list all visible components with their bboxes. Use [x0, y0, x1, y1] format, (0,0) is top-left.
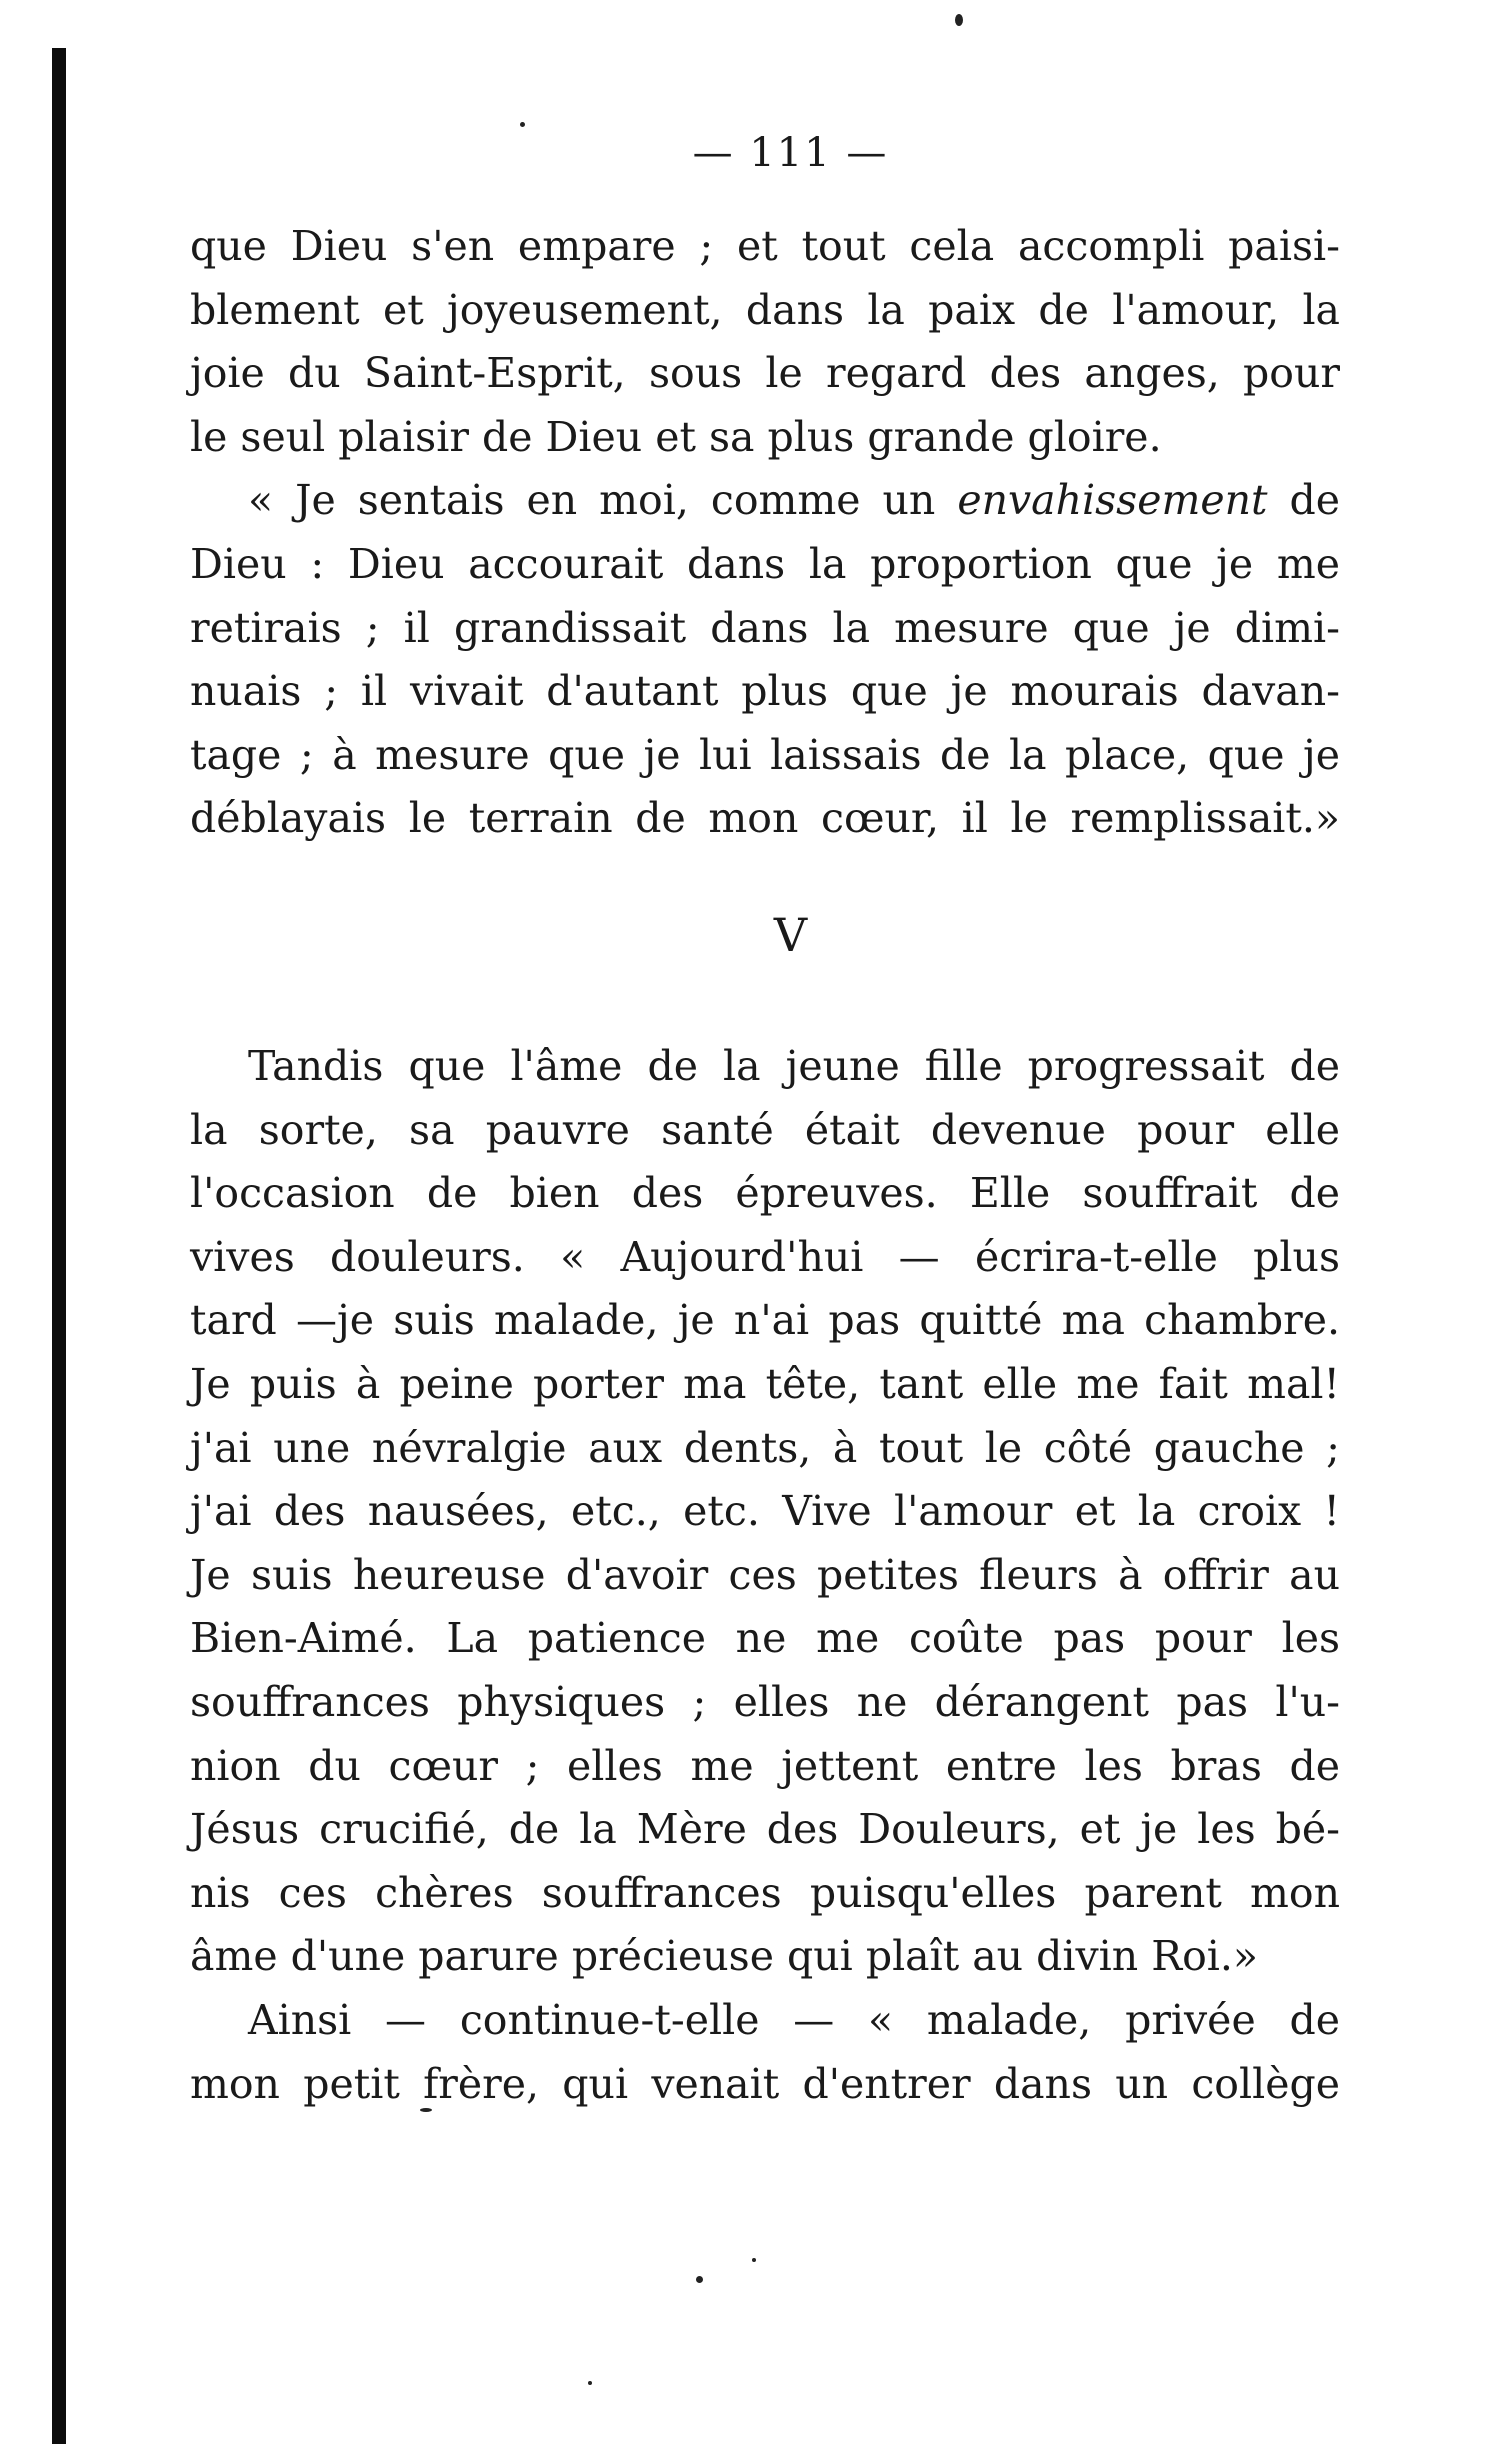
text-line: la sorte, sa pauvre santé était devenue pour elle [190, 1105, 1340, 1154]
text-line: joie du Saint-Esprit, sous le regard des anges, pour [190, 349, 1340, 398]
ink-speck [520, 122, 525, 127]
text-line: l'occasion de bien des épreuves. Elle souffrait de [190, 1169, 1340, 1218]
text-line: j'ai une névralgie aux dents, à tout le côté gauche ; [190, 1423, 1340, 1472]
text-line: souffrances physiques ; elles ne dérangent pas l'u- [190, 1677, 1340, 1726]
quote-after: de [1267, 476, 1340, 525]
text-line: nis ces chères souffrances puisqu'elles parent mon [190, 1868, 1340, 1917]
text-line: blement et joyeusement, dans la paix de l'amour, la [190, 285, 1340, 334]
text-line: vives douleurs. « Aujourd'hui — écrira-t-elle plus [190, 1232, 1340, 1281]
text-line: Tandis que l'âme de la jeune fille progressait de [248, 1042, 1340, 1090]
text-line: Dieu : Dieu accourait dans la proportion que je me [190, 539, 1340, 588]
text-line: tard —je suis malade, je n'ai pas quitté ma chambre. [190, 1296, 1340, 1345]
text-line: le seul plaisir de Dieu et sa plus grande gloire. [190, 412, 1162, 461]
page-binding-edge [52, 48, 66, 2444]
ink-speck [955, 14, 963, 26]
section-heading: V [773, 908, 808, 962]
text-line: âme d'une parure précieuse qui plaît au divin Roi.» [190, 1932, 1258, 1981]
text-line: Ainsi — continue-t-elle — « malade, privée de [248, 1995, 1340, 2044]
text-line: nion du cœur ; elles me jettent entre les bras de [190, 1741, 1340, 1790]
text-line: j'ai des nausées, etc., etc. Vive l'amour et la croix ! [190, 1487, 1340, 1536]
text-line: déblayais le terrain de mon cœur, il le remplissait.» [190, 794, 1340, 843]
text-line: tage ; à mesure que je lui laissais de la place, que je [190, 730, 1340, 779]
page-number: — 111 — [692, 130, 889, 176]
text-line: mon petit frère, qui venait d'entrer dans un collège [190, 2059, 1340, 2108]
ink-speck [588, 2381, 592, 2385]
text-line: retirais ; il grandissait dans la mesure que je dimi- [190, 603, 1340, 652]
paragraph-continuation [190, 215, 1340, 851]
ink-speck [752, 2258, 756, 2262]
text-line: Je suis heureuse d'avoir ces petites fleurs à offrir au [190, 1550, 1340, 1599]
text-line [190, 469, 1340, 533]
text-line: Jésus crucifié, de la Mère des Douleurs, et je les bé- [190, 1805, 1340, 1854]
italic-emphasis: envahissement [957, 476, 1268, 525]
text-line: Bien-Aimé. La patience ne me coûte pas pour les [190, 1614, 1340, 1663]
text-line: nuais ; il vivait d'autant plus que je mourais davan- [190, 667, 1340, 716]
text-line: que Dieu s'en empare ; et tout cela accompli paisi- [190, 222, 1340, 270]
text-line: Je puis à peine porter ma tête, tant elle me fait mal! [190, 1359, 1340, 1408]
ink-speck [696, 2276, 703, 2283]
paragraph-section-v [190, 1035, 1340, 2116]
quote-opening: « Je sentais en moi, comme un [248, 476, 958, 525]
